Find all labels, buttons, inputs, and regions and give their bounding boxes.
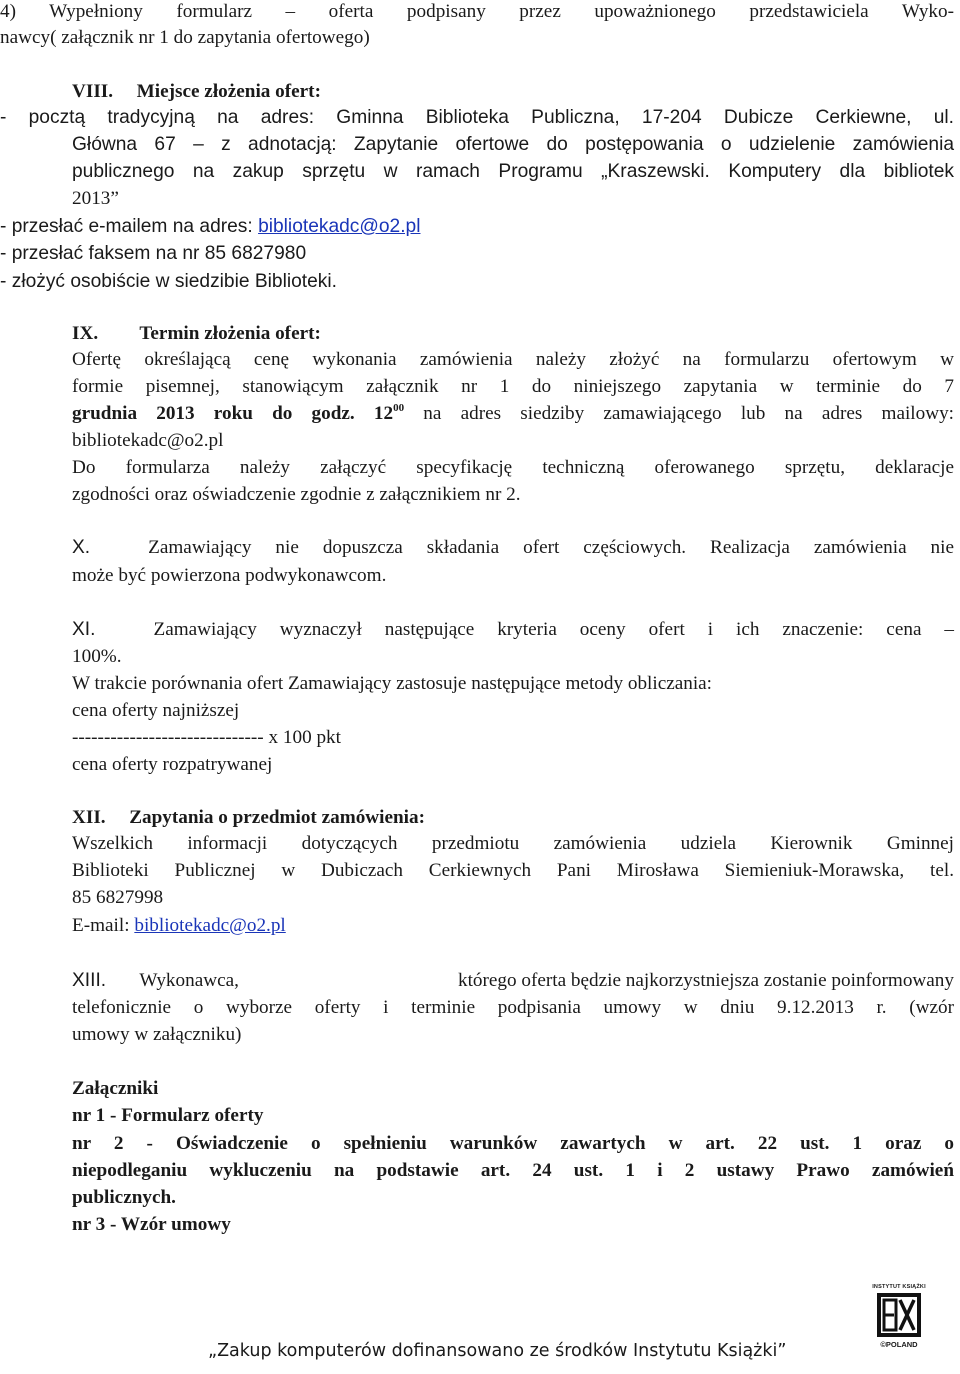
section-8-line1: - pocztą tradycyjną na adres: Gminna Biblioteka Publiczna, 17-204 Dubicze Cerkiewne, ul. <box>0 107 954 128</box>
section-8-line2: Główna 67 – z adnotacją: Zapytanie ofertowe do postępowania o udzielenie zamówienia <box>72 134 954 155</box>
section-12-line3: 85 6827998 <box>72 887 164 908</box>
section-9-line4: bibliotekadc@o2.pl <box>72 430 224 451</box>
section-9-line2: formie pisemnej, stanowiącym załącznik nr 1 do niniejszego zapytania w terminie do 7 <box>72 376 954 397</box>
section-number: X. <box>72 537 91 558</box>
section-number: XI. <box>72 619 96 640</box>
email-prefix: - przesłać e-mailem na adres: <box>0 216 259 237</box>
deadline-superscript: 00 <box>393 402 405 414</box>
section-title: Termin złożenia ofert: <box>139 323 321 344</box>
email-link[interactable]: bibliotekadc@o2.pl <box>258 216 421 237</box>
attachment-2-line1: nr 2 - Oświadczenie o spełnieniu warunków zawartych w art. 22 ust. 1 oraz o <box>72 1133 954 1154</box>
section-11-text: Zamawiający wyznaczył następujące kryteria oceny ofert i ich znaczenie: cena – <box>153 619 954 640</box>
section-9-line3 <box>72 402 954 428</box>
section-12-line2: Biblioteki Publicznej w Dubiczach Cerkiewnych Pani Mirosława Siemieniuk-Morawska, tel. <box>72 860 954 881</box>
deadline-text: grudnia 2013 roku do godz. 12 <box>72 403 394 424</box>
logo-top-text: INSTYTUT KSIĄŻKI <box>872 1284 926 1290</box>
deadline-rest: na adres siedziby zamawiającego lub na adres mailowy: <box>404 403 954 424</box>
instytut-ksiazki-logo <box>872 1284 926 1370</box>
section-8-line4: 2013” <box>72 188 119 209</box>
section-number: XII. <box>72 807 106 828</box>
section-10-line1 <box>72 536 954 560</box>
section-8-email-line <box>0 215 420 239</box>
email-prefix: E-mail: <box>72 915 135 936</box>
item4-line1: 4) Wypełniony formularz – oferta podpisany przez upoważnionego przedstawiciela Wyko- <box>0 1 954 22</box>
section-11-formula-line: ------------------------------ x 100 pkt <box>72 727 341 748</box>
section-8-personal-line: - złożyć osobiście w siedzibie Biblioteki. <box>0 271 337 292</box>
section-number: IX. <box>72 323 99 344</box>
section-9-line6: zgodności oraz oświadczenie zgodnie z załącznikiem nr 2. <box>72 484 521 505</box>
section-number: XIII. <box>72 970 107 991</box>
logo-mark-icon <box>877 1293 921 1337</box>
section-11-line3: W trakcie porównania ofert Zamawiający zastosuje następujące metody obliczania: <box>72 673 713 694</box>
section-13-text-a: Wykonawca, <box>139 970 239 991</box>
section-8-fax-line: - przesłać faksem na nr 85 6827980 <box>0 243 307 264</box>
section-9-line5: Do formularza należy załączyć specyfikację techniczną oferowanego sprzętu, deklaracje <box>72 457 954 478</box>
attachment-3: nr 3 - Wzór umowy <box>72 1214 231 1235</box>
section-9-heading <box>72 322 321 346</box>
footer-funding-note: „Zakup komputerów dofinansowano ze środków Instytutu Książki” <box>208 1341 787 1361</box>
section-13-line2: telefonicznie o wyborze oferty i terminie podpisania umowy w dniu 9.12.2013 r. (wzór <box>72 997 954 1018</box>
section-title: Zapytania o przedmiot zamówienia: <box>129 807 425 828</box>
section-11-formula-numerator: cena oferty najniższej <box>72 700 240 721</box>
section-12-heading <box>72 806 425 830</box>
attachment-2-line2: niepodleganiu wykluczeniu na podstawie art. 24 ust. 1 i 2 ustawy Prawo zamówień <box>72 1160 954 1181</box>
section-12-line1: Wszelkich informacji dotyczących przedmiotu zamówienia udziela Kierownik Gminnej <box>72 833 954 854</box>
section-13-line3: umowy w załączniku) <box>72 1024 242 1045</box>
section-12-email-line <box>72 914 286 938</box>
section-11-line1 <box>72 618 954 642</box>
item4-line2: nawcy( załącznik nr 1 do zapytania ofertowego) <box>0 27 370 48</box>
section-13-text-b: którego oferta będzie najkorzystniejsza zostanie poinformowany <box>457 970 954 991</box>
section-9-line1: Ofertę określającą cenę wykonania zamówienia należy złożyć na formularzu ofertowym w <box>72 349 954 370</box>
attachment-2-line3: publicznych. <box>72 1187 176 1208</box>
section-10-text: Zamawiający nie dopuszcza składania ofert częściowych. Realizacja zamówienia nie <box>148 537 954 558</box>
attachments-heading: Załączniki <box>72 1078 159 1099</box>
email-link[interactable]: bibliotekadc@o2.pl <box>134 915 286 936</box>
section-number: VIII. <box>72 81 114 102</box>
section-11-formula-denominator: cena oferty rozpatrywanej <box>72 754 273 775</box>
section-title: Miejsce złożenia ofert: <box>136 81 321 102</box>
section-8-heading <box>72 80 321 104</box>
section-11-line2: 100%. <box>72 646 122 667</box>
section-13-line1 <box>72 969 954 993</box>
attachment-1: nr 1 - Formularz oferty <box>72 1105 264 1126</box>
section-8-line3: publicznego na zakup sprzętu w ramach Programu „Kraszewski. Komputery dla bibliotek <box>72 161 954 182</box>
logo-bottom-text: ©POLAND <box>880 1340 918 1349</box>
section-10-line2: może być powierzona podwykonawcom. <box>72 565 387 586</box>
